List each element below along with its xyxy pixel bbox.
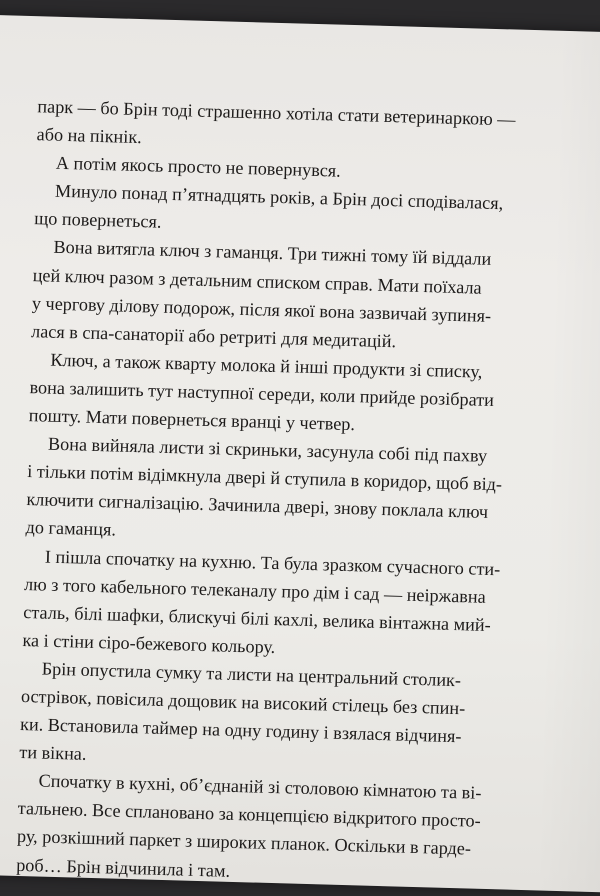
text-line: тальнею. Все сплановано за концепцією відкритого просто- — [17, 798, 481, 832]
text-line: у чергову ділову подорож, після якої вона зазвичай зупиня- — [31, 292, 492, 326]
book-page — [0, 14, 600, 894]
text-line: ка і стіни сіро-бежевого кольору. — [22, 629, 276, 657]
text-line: сталь, білі шафки, блискучі білі кахлі, велика вінтажна мий- — [23, 601, 492, 635]
text-line: роб… Брін відчинила і там. — [15, 854, 231, 881]
paragraph — [22, 542, 555, 669]
text-line: лася в спа-санаторії або ретриті для медитацій. — [30, 320, 397, 352]
paragraph — [31, 233, 564, 360]
text-line: ти вікна. — [19, 742, 87, 764]
text-line: пошту. Мати повернеться вранці у четвер. — [28, 405, 356, 435]
text-line: ки. Встановила таймер на одну годину і взялася відчиня- — [19, 714, 462, 747]
text-line: Вона вийняла листи зі скриньки, засунула собі під пахву — [47, 433, 488, 467]
text-line: І пішла спочатку на кухню. Та була зразком сучасного сти- — [44, 546, 501, 579]
paragraph — [28, 345, 560, 444]
text-line: або на пікнік. — [36, 124, 143, 148]
text-line: і тільки потім відімкнула двері й ступила в коридор, щоб від- — [26, 461, 503, 495]
body-text — [16, 92, 568, 893]
text-line: цей ключ разом з детальним списком справ. Мати поїхала — [32, 264, 482, 298]
paragraph — [25, 429, 558, 556]
text-line: Минуло понад п’ятнадцять років, а Брін досі сподівалася, — [54, 181, 504, 214]
text-line: Брін опустила сумку та листи на центральний столик- — [41, 658, 462, 691]
text-line: вона залишить тут наступної середи, коли прийде розібрати — [29, 377, 495, 410]
text-line: А потім якось просто не повернувся. — [55, 152, 342, 181]
text-line: до гаманця. — [25, 517, 117, 540]
text-line: парк — бо Брін тоді страшенно хотіла стати ветеринаркою — — [37, 96, 516, 130]
text-line: ключити сигналізацію. Зачинила двері, знову поклала ключ — [26, 489, 489, 523]
text-line: ру, розкішний паркет з широких планок. Оскільки в гарде- — [16, 826, 472, 860]
text-line: острівок, повісила дощовик на високий стілець без спин- — [20, 685, 466, 719]
text-line: Ключ, а також кварту молока й інші продукти зі списку, — [50, 349, 483, 382]
text-line: що повернеться. — [34, 208, 162, 233]
paragraph — [16, 766, 549, 893]
text-line: Вона витягла ключ з гаманця. Три тижні тому їй віддали — [53, 237, 492, 270]
text-line: лю з того кабельного телеканалу про дім і сад — неіржавна — [23, 573, 486, 607]
text-line: Спочатку в кухні, об’єднаній зі столовою кімнатою та ві- — [38, 770, 482, 804]
paragraph — [19, 654, 552, 781]
